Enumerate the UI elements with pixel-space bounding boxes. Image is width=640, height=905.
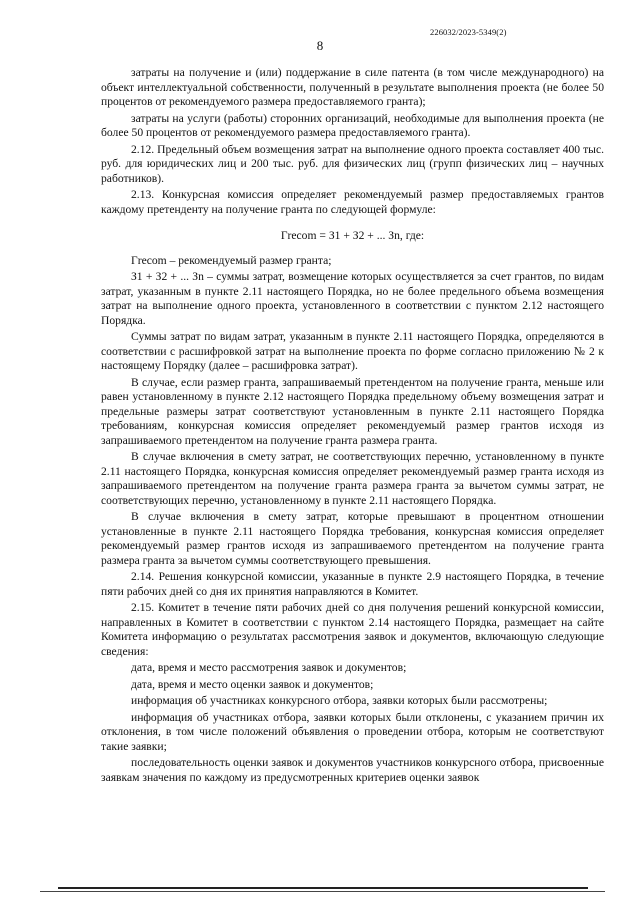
paragraph: 2.14. Решения конкурсной комиссии, указанные в пункте 2.9 настоящего Порядка, в течение пяти рабочих дней со дня их принятия направляются в Комитет. bbox=[101, 570, 604, 598]
paragraph: З1 + З2 + ... Зn – суммы затрат, возмещение которых осуществляется за счет грантов, по видам затрат, указанным в пункте 2.11 настоящего Порядка, но не более предельного объема возмещения затрат на выполнение одного проекта, установленного в соответствии с пунктом 2.12 настоящего Порядка. bbox=[101, 270, 604, 327]
paragraph: 2.13. Конкурсная комиссия определяет рекомендуемый размер предоставляемых грантов каждому претенденту на получение гранта по следующей формуле: bbox=[101, 188, 604, 216]
paragraph: дата, время и место оценки заявок и документов; bbox=[131, 677, 374, 691]
paragraph: В случае включения в смету затрат, которые превышают в процентном отношении установленные в пункте 2.11 настоящего Порядка требования, конкурсная комиссия определяет рекомендуемый размер грантов исходя из запрашиваемого претендентом на получение гранта размера гранта за вычетом суммы соответствующего превышения. bbox=[101, 510, 604, 567]
paragraph: В случае включения в смету затрат, не соответствующих перечню, установленному в пункте 2.11 настоящего Порядка, конкурсная комиссия определяет рекомендуемый размер гранта исходя из запрашиваемого претендентом на получение гранта размера гранта за вычетом суммы затрат, не соответствующих перечню, установленному в пункте 2.11 настоящего Порядка. bbox=[101, 450, 604, 507]
paragraph: затраты на услуги (работы) сторонних организаций, необходимые для выполнения проекта (не более 50 процентов от рекомендуемого размера предоставляемого гранта). bbox=[101, 111, 604, 139]
paragraph: информация об участниках отбора, заявки которых были отклонены, с указанием причин их отклонения, в том числе положений объявления о проведении отбора, которым не соответствуют такие заявки; bbox=[101, 710, 604, 753]
paragraph: В случае, если размер гранта, запрашиваемый претендентом на получение гранта, меньше или равен установленному в пункте 2.12 настоящего Порядка предельному объему возмещения затрат и предельные размеры затрат соответствуют установленным в пункте 2.11 настоящего Порядка требованиям, конкурсная комиссия определяет рекомендуемый размер грантов исходя из запрашиваемого претендентом на получение гранта размера гранта. bbox=[101, 375, 604, 447]
scan-edge-line bbox=[58, 887, 588, 889]
paragraph: информация об участниках конкурсного отбора, заявки которых были рассмотрены; bbox=[131, 694, 548, 707]
page-number: 8 bbox=[316, 38, 324, 53]
document-number: 226032/2023-5349(2) bbox=[430, 27, 507, 37]
paragraph: 2.12. Предельный объем возмещения затрат на выполнение одного проекта составляет 400 тыс. руб. для юридических лиц и 200 тыс. руб. для физических лиц (групп физических лиц – научных работников). bbox=[101, 142, 604, 185]
scan-edge-line bbox=[40, 891, 605, 892]
paragraph: Гrecom – рекомендуемый размер гранта; bbox=[131, 253, 332, 267]
paragraph: затраты на получение и (или) поддержание в силе патента (в том числе международного) на объект интеллектуальной собственности, полученный в результате выполнения проекта (не более 50 процентов от рекомендуемого размера предоставляемого гранта); bbox=[101, 66, 604, 108]
paragraph: Суммы затрат по видам затрат, указанным в пункте 2.11 настоящего Порядка, определяются в соответствии с расшифровкой затрат на выполнение проекта по форме согласно приложению № 2 к настоящему Порядку (далее – расшифровка затрат). bbox=[101, 330, 604, 372]
document-body bbox=[101, 66, 604, 787]
paragraph: дата, время и место рассмотрения заявок и документов; bbox=[131, 661, 407, 674]
paragraph: последовательность оценки заявок и документов участников конкурсного отбора, присвоенные заявкам значения по каждому из предусмотренных критериев оценки заявок bbox=[101, 756, 604, 784]
grant-formula: Гrecom = З1 + З2 + ... Зn, где: bbox=[280, 229, 425, 242]
paragraph: 2.15. Комитет в течение пяти рабочих дней со дня получения решений конкурсной комиссии, направленных в Комитет в соответствии с пунктом 2.14 настоящего Порядка, размещает на сайте Комитета информацию о результатах рассмотрения заявок и документов, включающую следующие сведения: bbox=[101, 601, 604, 658]
